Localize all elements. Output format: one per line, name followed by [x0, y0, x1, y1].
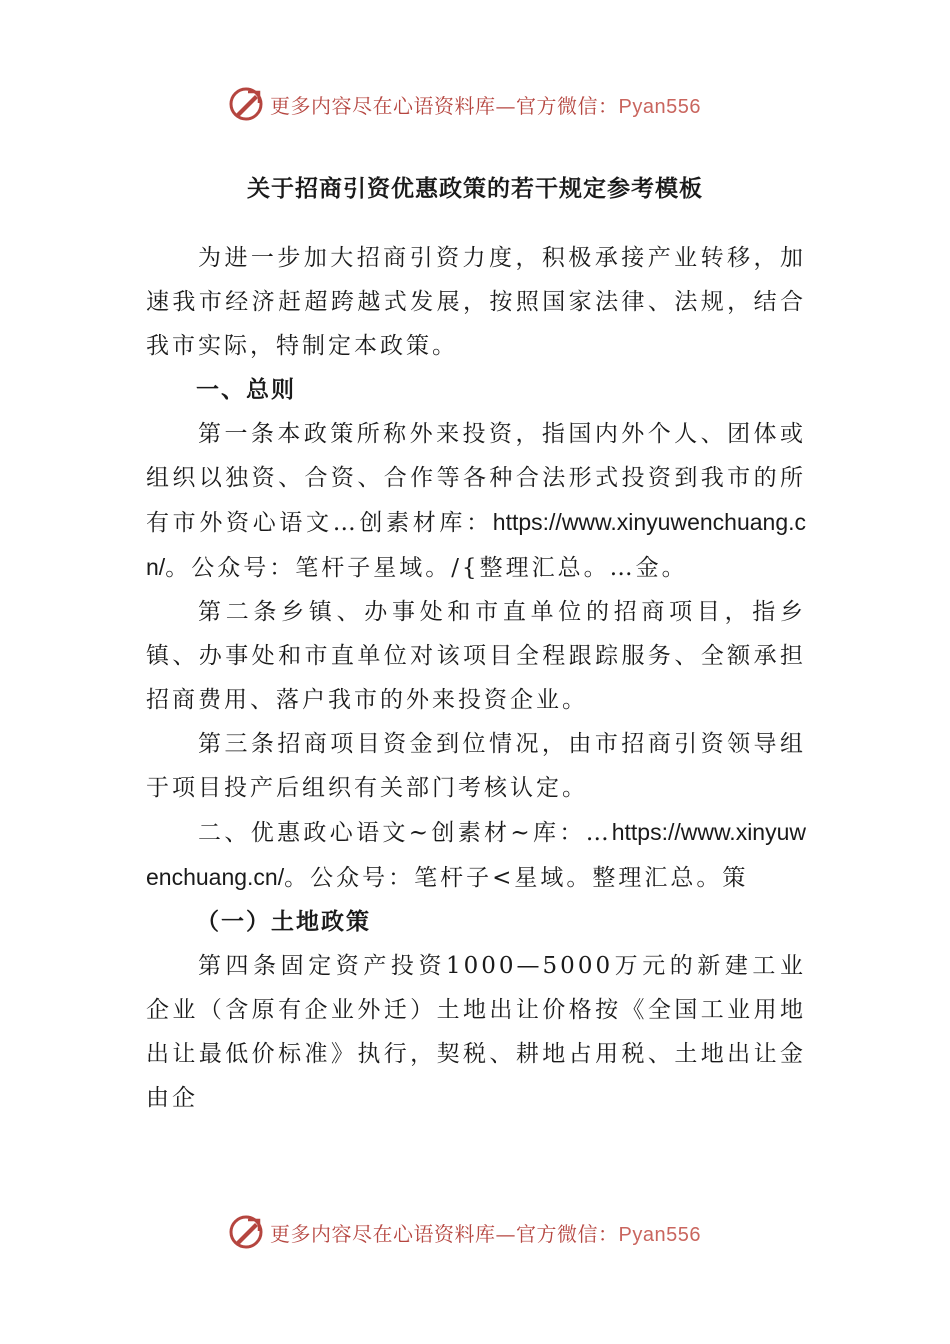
document-body — [146, 236, 806, 1120]
banner-text — [270, 1218, 701, 1247]
article-1-text: 第一条本政策所称外来投资，指国内外个人、团体或组织以独资、合资、合作等各种合法形式投资到我市的所有市外资心语文…创素材库： — [146, 421, 806, 536]
footer-banner — [228, 1212, 748, 1252]
article-1-paragraph — [146, 412, 806, 590]
article-3-paragraph: 第三条招商项目资金到位情况，由市招商引资领导组于项目投产后组织有关部门考核认定。 — [146, 731, 806, 801]
article-4-paragraph: 第四条固定资产投资1000—5000万元的新建工业企业（含原有企业外迁）土地出让价格按《全国工业用地出让最低价标准》执行，契税、耕地占用税、土地出让金由企 — [146, 953, 806, 1111]
header-banner — [228, 84, 748, 124]
section-2-tail: 。公众号：笔杆子<星域。整理汇总。策 — [284, 865, 749, 891]
article-2-paragraph: 第二条乡镇、办事处和市直单位的招商项目，指乡镇、办事处和市直单位对该项目全程跟踪服务、全额承担招商费用、落户我市的外来投资企业。 — [146, 599, 806, 713]
section-2-link[interactable]: https://www.xinyuwenchuang.cn/ — [146, 819, 806, 890]
intro-paragraph: 为进一步加大招商引资力度，积极承接产业转移，加速我市经济赶超跨越式发展，按照国家法律、法规，结合我市实际，特制定本政策。 — [146, 245, 806, 359]
quill-pen-circle-icon — [228, 86, 264, 122]
banner-slogan: 更多内容尽在心语资料库—官方微信： — [270, 93, 619, 118]
banner-slogan: 更多内容尽在心语资料库—官方微信： — [270, 1221, 619, 1246]
banner-text — [270, 90, 701, 119]
article-1-link[interactable]: https://www.xinyuwenchuang.cn/ — [146, 509, 806, 580]
section-heading-general: 一、总则 — [196, 377, 296, 403]
banner-wechat-id: Pyan556 — [618, 95, 701, 118]
subsection-heading-land-policy: （一）土地政策 — [196, 909, 371, 935]
section-2-text: 二、优惠政心语文~创素材~库：… — [198, 820, 612, 846]
document-title: 关于招商引资优惠政策的若干规定参考模板 — [247, 176, 703, 202]
banner-wechat-id: Pyan556 — [618, 1223, 701, 1246]
article-1-tail: 。公众号：笔杆子星域。/{整理汇总。…金。 — [165, 555, 688, 581]
section-2-paragraph — [146, 810, 806, 900]
quill-pen-circle-icon — [228, 1214, 264, 1250]
